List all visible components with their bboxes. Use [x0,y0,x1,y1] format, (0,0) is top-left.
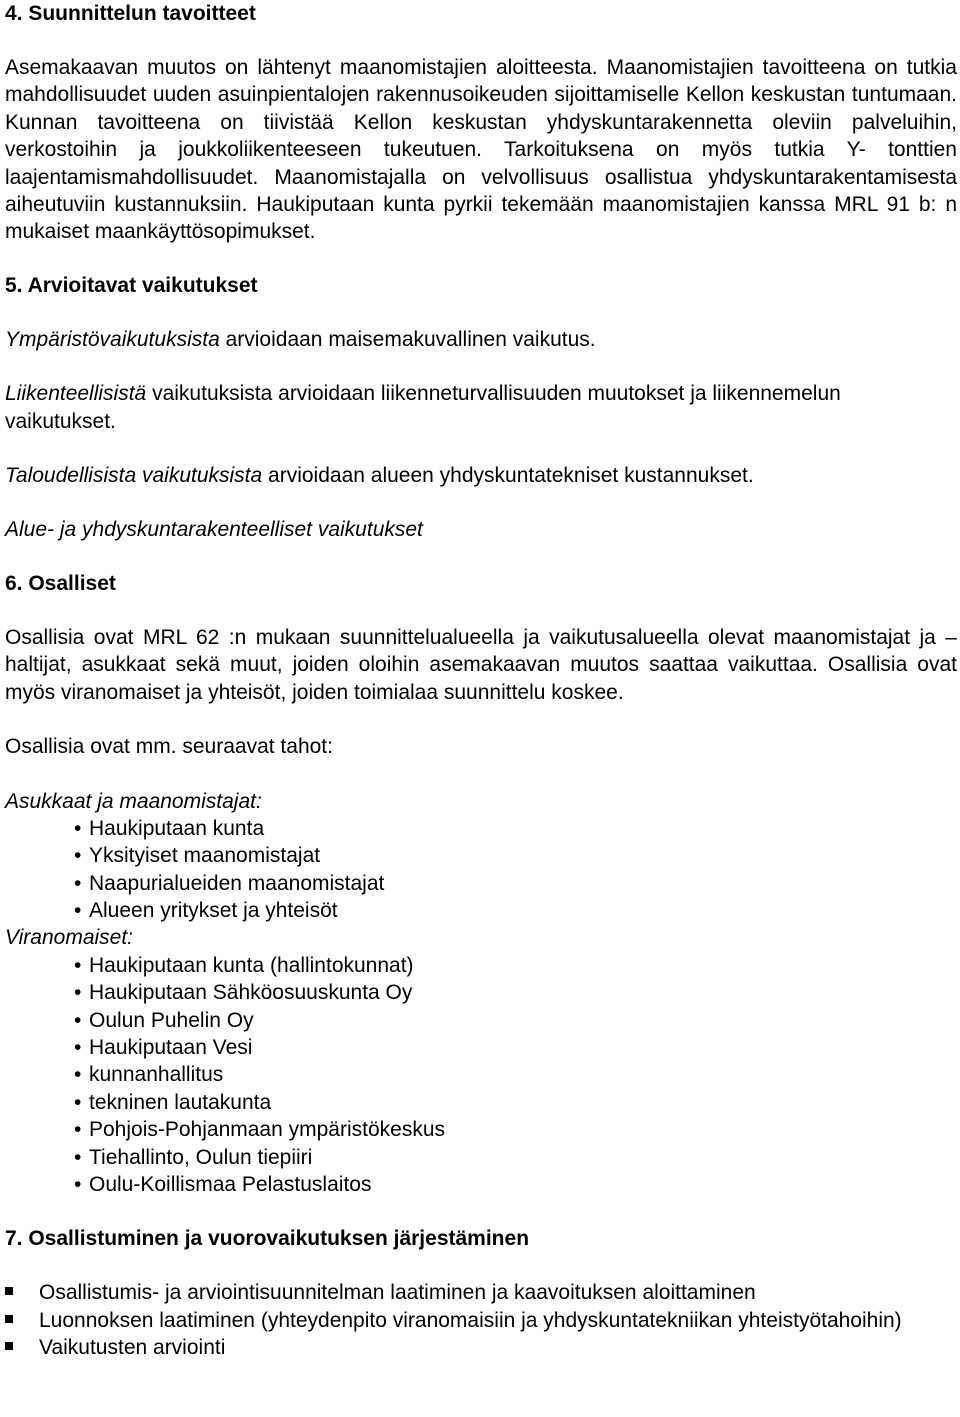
impact-traffic [5,380,957,435]
impact-lead: Taloudellisista vaikutuksista [5,464,263,488]
bullet-icon: • [74,981,82,1005]
residents-list [5,815,957,925]
authorities-list [5,952,957,1199]
bullet-icon: • [74,844,82,868]
stakeholders-intro: Osallisia ovat mm. seuraavat tahot: [5,735,333,759]
section-5-heading: 5. Arvioitavat vaikutukset [5,273,258,297]
residents-group-title: Asukkaat ja maanomistajat: [5,789,262,813]
list-item: • Haukiputaan kunta [5,815,957,842]
impact-landscape [5,326,957,353]
document-page [5,0,957,1362]
list-item: • Alueen yritykset ja yhteisöt [5,897,957,924]
square-bullet-icon [5,1342,13,1350]
bullet-icon: • [74,899,82,923]
participation-list [5,1279,957,1361]
impact-text: arvioidaan alueen yhdyskuntatekniset kustannukset. [262,464,754,488]
list-item: • kunnanhallitus [5,1061,957,1088]
list-item: • Oulu-Koillismaa Pelastuslaitos [5,1171,957,1198]
impact-economic [5,462,957,489]
list-item: Vaikutusten arviointi [5,1334,957,1361]
list-item: • Haukiputaan Sähköosuuskunta Oy [5,979,957,1006]
list-item: • Tiehallinto, Oulun tiepiiri [5,1144,957,1171]
square-bullet-icon [5,1287,13,1295]
bullet-icon: • [74,1118,82,1142]
impact-text: vaikutuksista arvioidaan liikenneturvallisuuden muutokset ja liikennemelun vaikutukset. [5,382,841,433]
list-item: • Pohjois-Pohjanmaan ympäristökeskus [5,1116,957,1143]
list-item: • Yksityiset maanomistajat [5,842,957,869]
authorities-group-title: Viranomaiset: [5,926,134,950]
section-4-paragraph: Asemakaavan muutos on lähtenyt maanomistajien aloitteesta. Maanomistajien tavoitteena on tutkia mahdollisuudet uuden asuinpientalojen rakennusoikeuden sijoittamiselle Kellon keskustan tuntumaan. Kunnan tavoitteena on tiivistää Kellon keskustan yhdyskuntarakennetta oleviin palveluihin, verkostoihin ja joukkoliikenteeseen tukeutuen. Tarkoituksena on myös tutkia Y- tonttien laajentamismahdollisuudet. Maanomistajalla on velvollisuus osallistua yhdyskuntarakentamisesta aiheutuviin kustannuksiin. Haukiputaan kunta pyrkii tekemään maanomistajien kanssa MRL 91 b: n mukaiset maankäyttösopimukset. [5,56,957,244]
section-6-heading: 6. Osalliset [5,571,116,595]
bullet-icon: • [74,1063,82,1087]
bullet-icon: • [74,1173,82,1196]
section-4-heading: 4. Suunnittelun tavoitteet [5,2,256,25]
impact-structural [5,516,957,543]
square-bullet-icon [5,1315,13,1323]
section-7-heading: 7. Osallistuminen ja vuorovaikutuksen järjestäminen [5,1227,530,1251]
impact-lead: Liikenteellisistä [5,382,147,406]
bullet-icon: • [74,1090,82,1114]
bullet-icon: • [74,953,82,977]
list-item: • Haukiputaan Vesi [5,1034,957,1061]
list-item: • Naapurialueiden maanomistajat [5,870,957,897]
list-item: Osallistumis- ja arviointisuunnitelman laatiminen ja kaavoituksen aloittaminen [5,1279,957,1306]
impact-text: arvioidaan maisemakuvallinen vaikutus. [219,327,596,351]
list-item: • tekninen lautakunta [5,1089,957,1116]
list-item: Luonnoksen laatiminen (yhteydenpito viranomaisiin ja yhdyskuntatekniikan yhteistyötahoihin) [5,1307,957,1334]
bullet-icon: • [74,816,82,840]
bullet-icon: • [74,871,82,895]
impact-lead: Ympäristövaikutuksista [5,327,220,351]
list-item: • Haukiputaan kunta (hallintokunnat) [5,952,957,979]
impact-lead: Alue- ja yhdyskuntarakenteelliset vaikutukset [5,518,423,542]
list-item: • Oulun Puhelin Oy [5,1007,957,1034]
bullet-icon: • [74,1145,82,1169]
bullet-icon: • [74,1008,82,1032]
bullet-icon: • [74,1036,82,1060]
section-6-paragraph: Osallisia ovat MRL 62 :n mukaan suunnittelualueella ja vaikutusalueella olevat maanomistajat ja – haltijat, asukkaat sekä muut, joiden oloihin asemakaavan muutos saattaa vaikuttaa. Osallisia ovat myös viranomaiset ja yhteisöt, joiden toimialaa suunnittelu koskee. [5,625,957,704]
